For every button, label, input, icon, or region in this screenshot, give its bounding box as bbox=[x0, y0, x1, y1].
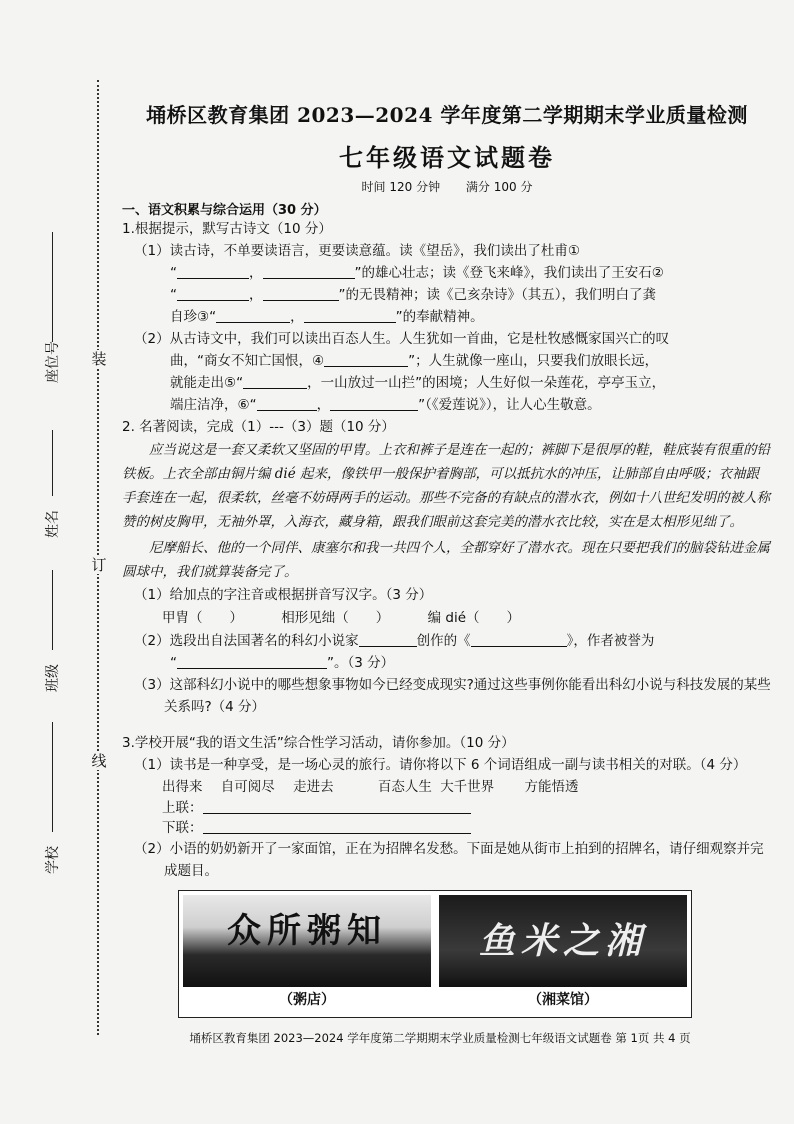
name-field[interactable] bbox=[30, 430, 74, 538]
q1-comma-2: ， bbox=[249, 287, 263, 303]
word-4: 百态人生 bbox=[377, 779, 432, 795]
pinyin-item-3[interactable]: 编 dié（ ） bbox=[427, 610, 521, 626]
signboard-porridge-text: 众所粥知 bbox=[227, 910, 387, 951]
word-3: 走进去 bbox=[293, 779, 334, 795]
q2-sub2 bbox=[122, 630, 772, 674]
exam-meta bbox=[122, 178, 772, 195]
pinyin-item-2[interactable]: 相形见绌（ ） bbox=[281, 610, 390, 626]
q1-quote-open: “ bbox=[170, 265, 177, 281]
q1-comma-6: ， bbox=[316, 397, 331, 413]
q3-sub1-text: （1）读书是一种享受，是一场心灵的旅行。请你将以下 6 个词语组成一副与读书相关的对联。（4 分） bbox=[134, 757, 747, 773]
q2-sub3 bbox=[122, 674, 772, 718]
q2-sub3-text: （3）这部科幻小说中的哪些想象事物如今已经变成现实?通过这些事例你能看出科幻小说与科技发展的某些关系吗?（4 分） bbox=[134, 677, 771, 715]
answer-blank-1b[interactable] bbox=[263, 264, 355, 279]
exam-subtitle: 七年级语文试题卷 bbox=[339, 143, 555, 172]
pinyin-item-1[interactable]: 甲胄（ ） bbox=[162, 610, 243, 626]
signboard-hunan-restaurant bbox=[439, 895, 687, 1013]
couplet-lower-label: 下联： bbox=[162, 820, 203, 836]
answer-blank-6b[interactable] bbox=[330, 396, 418, 411]
q2-sub2-text-c: 》，作者被誉为 bbox=[566, 633, 655, 649]
answer-blank-5[interactable] bbox=[243, 374, 307, 389]
q1-part2-line1: （2）从古诗文中，我们可以读出百态人生。人生犹如一首曲，它是杜牧感慨家国兴亡的叹 bbox=[134, 331, 670, 347]
answer-blank-book[interactable] bbox=[471, 632, 567, 647]
q2-sub2-line1 bbox=[134, 630, 772, 652]
signboard-porridge-image bbox=[183, 895, 431, 987]
q2-sub2-text-b: 创作的《 bbox=[416, 633, 471, 649]
q2-sub2-text-d: “ bbox=[170, 655, 177, 671]
answer-blank-title[interactable] bbox=[177, 654, 327, 669]
q2-sub1: （1）给加点的字注音或根据拼音写汉字。（3 分） bbox=[134, 587, 433, 603]
name-label: 姓名 bbox=[45, 510, 61, 538]
exam-score: 满分 100 分 bbox=[465, 180, 533, 194]
exam-time: 时间 120 分钟 bbox=[361, 180, 441, 194]
q1-part1-line4 bbox=[134, 306, 772, 328]
signboard-hunan-image bbox=[439, 895, 687, 987]
word-6: 方能悟透 bbox=[524, 779, 579, 795]
q3-sub2 bbox=[122, 838, 772, 882]
couplet-upper-label: 上联： bbox=[162, 800, 203, 816]
binding-char-xian: 线 bbox=[91, 752, 107, 770]
binding-char-ding: 订 bbox=[91, 556, 107, 574]
q1-part1-text-f: 自珍③“ bbox=[170, 309, 217, 325]
section-1-heading: 一、语文积累与综合运用（30 分） bbox=[122, 203, 327, 218]
q1-part2-line3 bbox=[134, 372, 772, 394]
page-footer: 埇桥区教育集团 2023—2024 学年度第二学期期末学业质量检测七年级语文试题卷 第 1页 共 4 页 bbox=[189, 1031, 691, 1045]
q1-part2-line2 bbox=[134, 350, 772, 372]
binding-char-zhuang: 装 bbox=[91, 350, 107, 368]
q1-comma: ， bbox=[249, 265, 263, 281]
q1-part2-text-d: 就能走出⑤“ bbox=[170, 375, 244, 391]
word-1: 出得来 bbox=[162, 779, 203, 795]
answer-blank-4[interactable] bbox=[324, 352, 408, 367]
q1-part1-text-e: ”的无畏精神；读《己亥杂诗》（其五），我们明白了龚 bbox=[338, 287, 656, 303]
q1-part1-line3 bbox=[134, 284, 772, 306]
signboard-hunan-caption: （湘菜馆） bbox=[439, 987, 687, 1013]
class-field[interactable] bbox=[30, 570, 74, 692]
q2-sub2-text-e: ”。（3 分） bbox=[327, 655, 395, 671]
q2-passage-1: 应当说这是一套又柔软又坚固的甲胄。上衣和裤子是连在一起的；裤脚下是很厚的鞋，鞋底装有很重的铅铁板。上衣全部由铜片编 dié 起来，像铁甲一般保护着胸部，可以抵抗水的冲压，让肺部自由呼吸；衣袖跟手套连在一起，很柔软，丝毫不妨碍两手的运动。那些不完备的有缺点的潜水衣，例如十八世纪发明的被人称赞的树皮胸甲，无袖外罩，入海衣，藏身箱，跟我们眼前这套完美的潜水衣比较，实在是太相形见绌了。 bbox=[122, 442, 770, 530]
answer-blank-6a[interactable] bbox=[257, 396, 317, 411]
couplet-upper bbox=[122, 798, 772, 818]
class-rule bbox=[52, 570, 53, 650]
seat-number-rule bbox=[52, 232, 53, 342]
q1-comma-3: ， bbox=[290, 309, 304, 325]
q1-stem: 1.根据提示，默写古诗文（10 分） bbox=[122, 221, 332, 237]
q2-stem: 2. 名著阅读，完成（1）---（3）题（10 分） bbox=[122, 419, 395, 435]
q1-part2-text-f: 端庄洁净，⑥“ bbox=[170, 397, 257, 413]
q2-pinyin-row bbox=[122, 606, 772, 630]
answer-blank-2b[interactable] bbox=[263, 286, 339, 301]
answer-blank-2a[interactable] bbox=[177, 286, 249, 301]
q1-part1-line1: （1）读古诗，不单要读语言，更要读意蕴。读《望岳》，我们读出了杜甫① bbox=[134, 243, 580, 259]
school-label: 学校 bbox=[45, 846, 61, 874]
school-rule bbox=[52, 722, 53, 832]
signboard-photos bbox=[178, 890, 692, 1018]
q2-sub2-text-a: （2）选段出自法国著名的科幻小说家 bbox=[134, 633, 359, 649]
answer-blank-author[interactable] bbox=[359, 632, 417, 647]
seat-number-label: 座位号 bbox=[45, 341, 61, 383]
q1-part2-text-g: ”（《爱莲说》），让人心生敬意。 bbox=[418, 397, 601, 413]
q3-stem: 3.学校开展“我的语文生活”综合性学习活动，请你参加。（10 分） bbox=[122, 735, 515, 751]
seat-number-field[interactable] bbox=[30, 232, 74, 383]
signboard-hunan-text: 鱼米之湘 bbox=[478, 920, 647, 962]
q1-part2 bbox=[122, 328, 772, 416]
exam-title: 埇桥区教育集团 2023—2024 学年度第二学期期末学业质量检测 bbox=[146, 103, 748, 127]
answer-blank-1a[interactable] bbox=[177, 264, 249, 279]
signboard-porridge-caption: （粥店） bbox=[183, 987, 431, 1013]
q3-sub1 bbox=[122, 754, 772, 776]
word-5: 大千世界 bbox=[440, 779, 495, 795]
q1-part1-text-g: ”的奉献精神。 bbox=[395, 309, 484, 325]
q2-sub2-line2 bbox=[134, 652, 772, 674]
answer-blank-3b[interactable] bbox=[304, 308, 396, 323]
class-label: 班级 bbox=[45, 664, 61, 692]
name-rule bbox=[52, 430, 53, 496]
couplet-lower bbox=[122, 818, 772, 838]
q2-passage-2: 尼摩船长、他的一个同伴、康塞尔和我一共四个人，全都穿好了潜水衣。现在只要把我们的脑袋钻进金属圆球中，我们就算装备完了。 bbox=[122, 540, 770, 580]
q1-part2-text-b: 曲，“商女不知亡国恨，④ bbox=[170, 353, 325, 369]
q1-quote-open-2: “ bbox=[170, 287, 177, 303]
q1-part1-line2 bbox=[134, 262, 772, 284]
answer-blank-3a[interactable] bbox=[216, 308, 290, 323]
couplet-word-list bbox=[122, 776, 772, 798]
q1-part2-text-e: ，一山放过一山拦”的困境；人生好似一朵莲花，亭亭玉立， bbox=[307, 375, 666, 391]
school-field[interactable] bbox=[30, 722, 74, 874]
q1-part1 bbox=[122, 240, 772, 328]
q3-sub2-text: （2）小语的奶奶新开了一家面馆，正在为招牌名发愁。下面是她从街市上拍到的招牌名，请仔细观察并完成题目。 bbox=[134, 841, 764, 879]
signboard-porridge-shop bbox=[183, 895, 431, 1013]
couplet-upper-blank[interactable] bbox=[203, 799, 471, 814]
q1-part2-line4 bbox=[134, 394, 772, 416]
q1-part2-text-c: ”；人生就像一座山，只要我们放眼长远， bbox=[408, 353, 659, 369]
q1-part1-text-d: ”的雄心壮志；读《登飞来峰》，我们读出了王安石② bbox=[354, 265, 664, 281]
couplet-lower-blank[interactable] bbox=[203, 819, 471, 834]
exam-content bbox=[122, 98, 772, 882]
word-2: 自可阅尽 bbox=[220, 779, 275, 795]
